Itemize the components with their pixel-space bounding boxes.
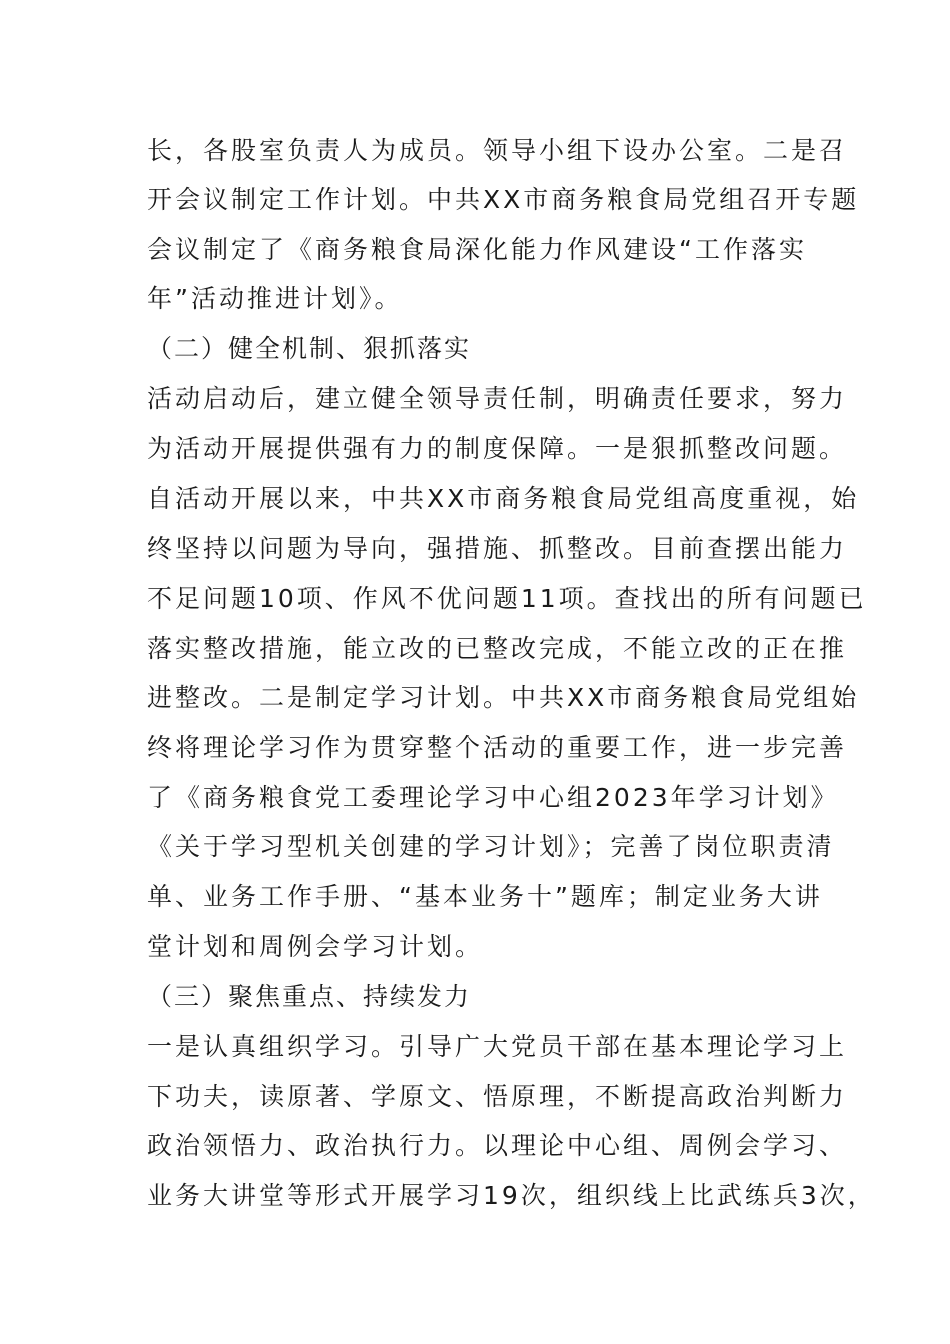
section-heading: （二）健全机制、狠抓落实 [147, 334, 472, 363]
text-line: 一是认真组织学习。引导广大党员干部在基本理论学习上 [147, 1032, 848, 1061]
text-line: 堂计划和周例会学习计划。 [147, 932, 484, 961]
text-line: 《关于学习型机关创建的学习计划》；完善了岗位职责清 [147, 832, 835, 861]
text-line: 开会议制定工作计划。中共XX市商务粮食局党组召开专题 [147, 185, 860, 214]
text-line: 长，各股室负责人为成员。领导小组下设办公室。二是召 [147, 136, 848, 165]
text-line: 会议制定了《商务粮食局深化能力作风建设“工作落实 [147, 235, 807, 264]
text-line: 终将理论学习作为贯穿整个活动的重要工作，进一步完善 [147, 733, 848, 762]
text-line: 自活动开展以来，中共XX市商务粮食局党组高度重视，始 [147, 484, 860, 513]
text-line: 下功夫，读原著、学原文、悟原理，不断提高政治判断力 [147, 1082, 848, 1111]
text-line: 活动启动后，建立健全领导责任制，明确责任要求，努力 [147, 384, 848, 413]
section-heading: （三）聚焦重点、持续发力 [147, 982, 472, 1011]
text-line: 不足问题10项、作风不优问题11项。查找出的所有问题已 [147, 584, 867, 613]
text-line: 进整改。二是制定学习计划。中共XX市商务粮食局党组始 [147, 683, 860, 712]
text-line: 业务大讲堂等形式开展学习19次，组织线上比武练兵3次， [147, 1181, 876, 1210]
text-line: 年”活动推进计划》。 [147, 284, 403, 313]
text-line: 终坚持以问题为导向，强措施、抓整改。目前查摆出能力 [147, 534, 848, 563]
text-line: 政治领悟力、政治执行力。以理论中心组、周例会学习、 [147, 1131, 848, 1160]
text-line: 落实整改措施，能立改的已整改完成，不能立改的正在推 [147, 634, 848, 663]
text-line: 单、业务工作手册、“基本业务十”题库；制定业务大讲 [147, 882, 823, 911]
text-line: 为活动开展提供强有力的制度保障。一是狠抓整改问题。 [147, 434, 848, 463]
text-line: 了《商务粮食党工委理论学习中心组2023年学习计划》 [147, 783, 839, 812]
